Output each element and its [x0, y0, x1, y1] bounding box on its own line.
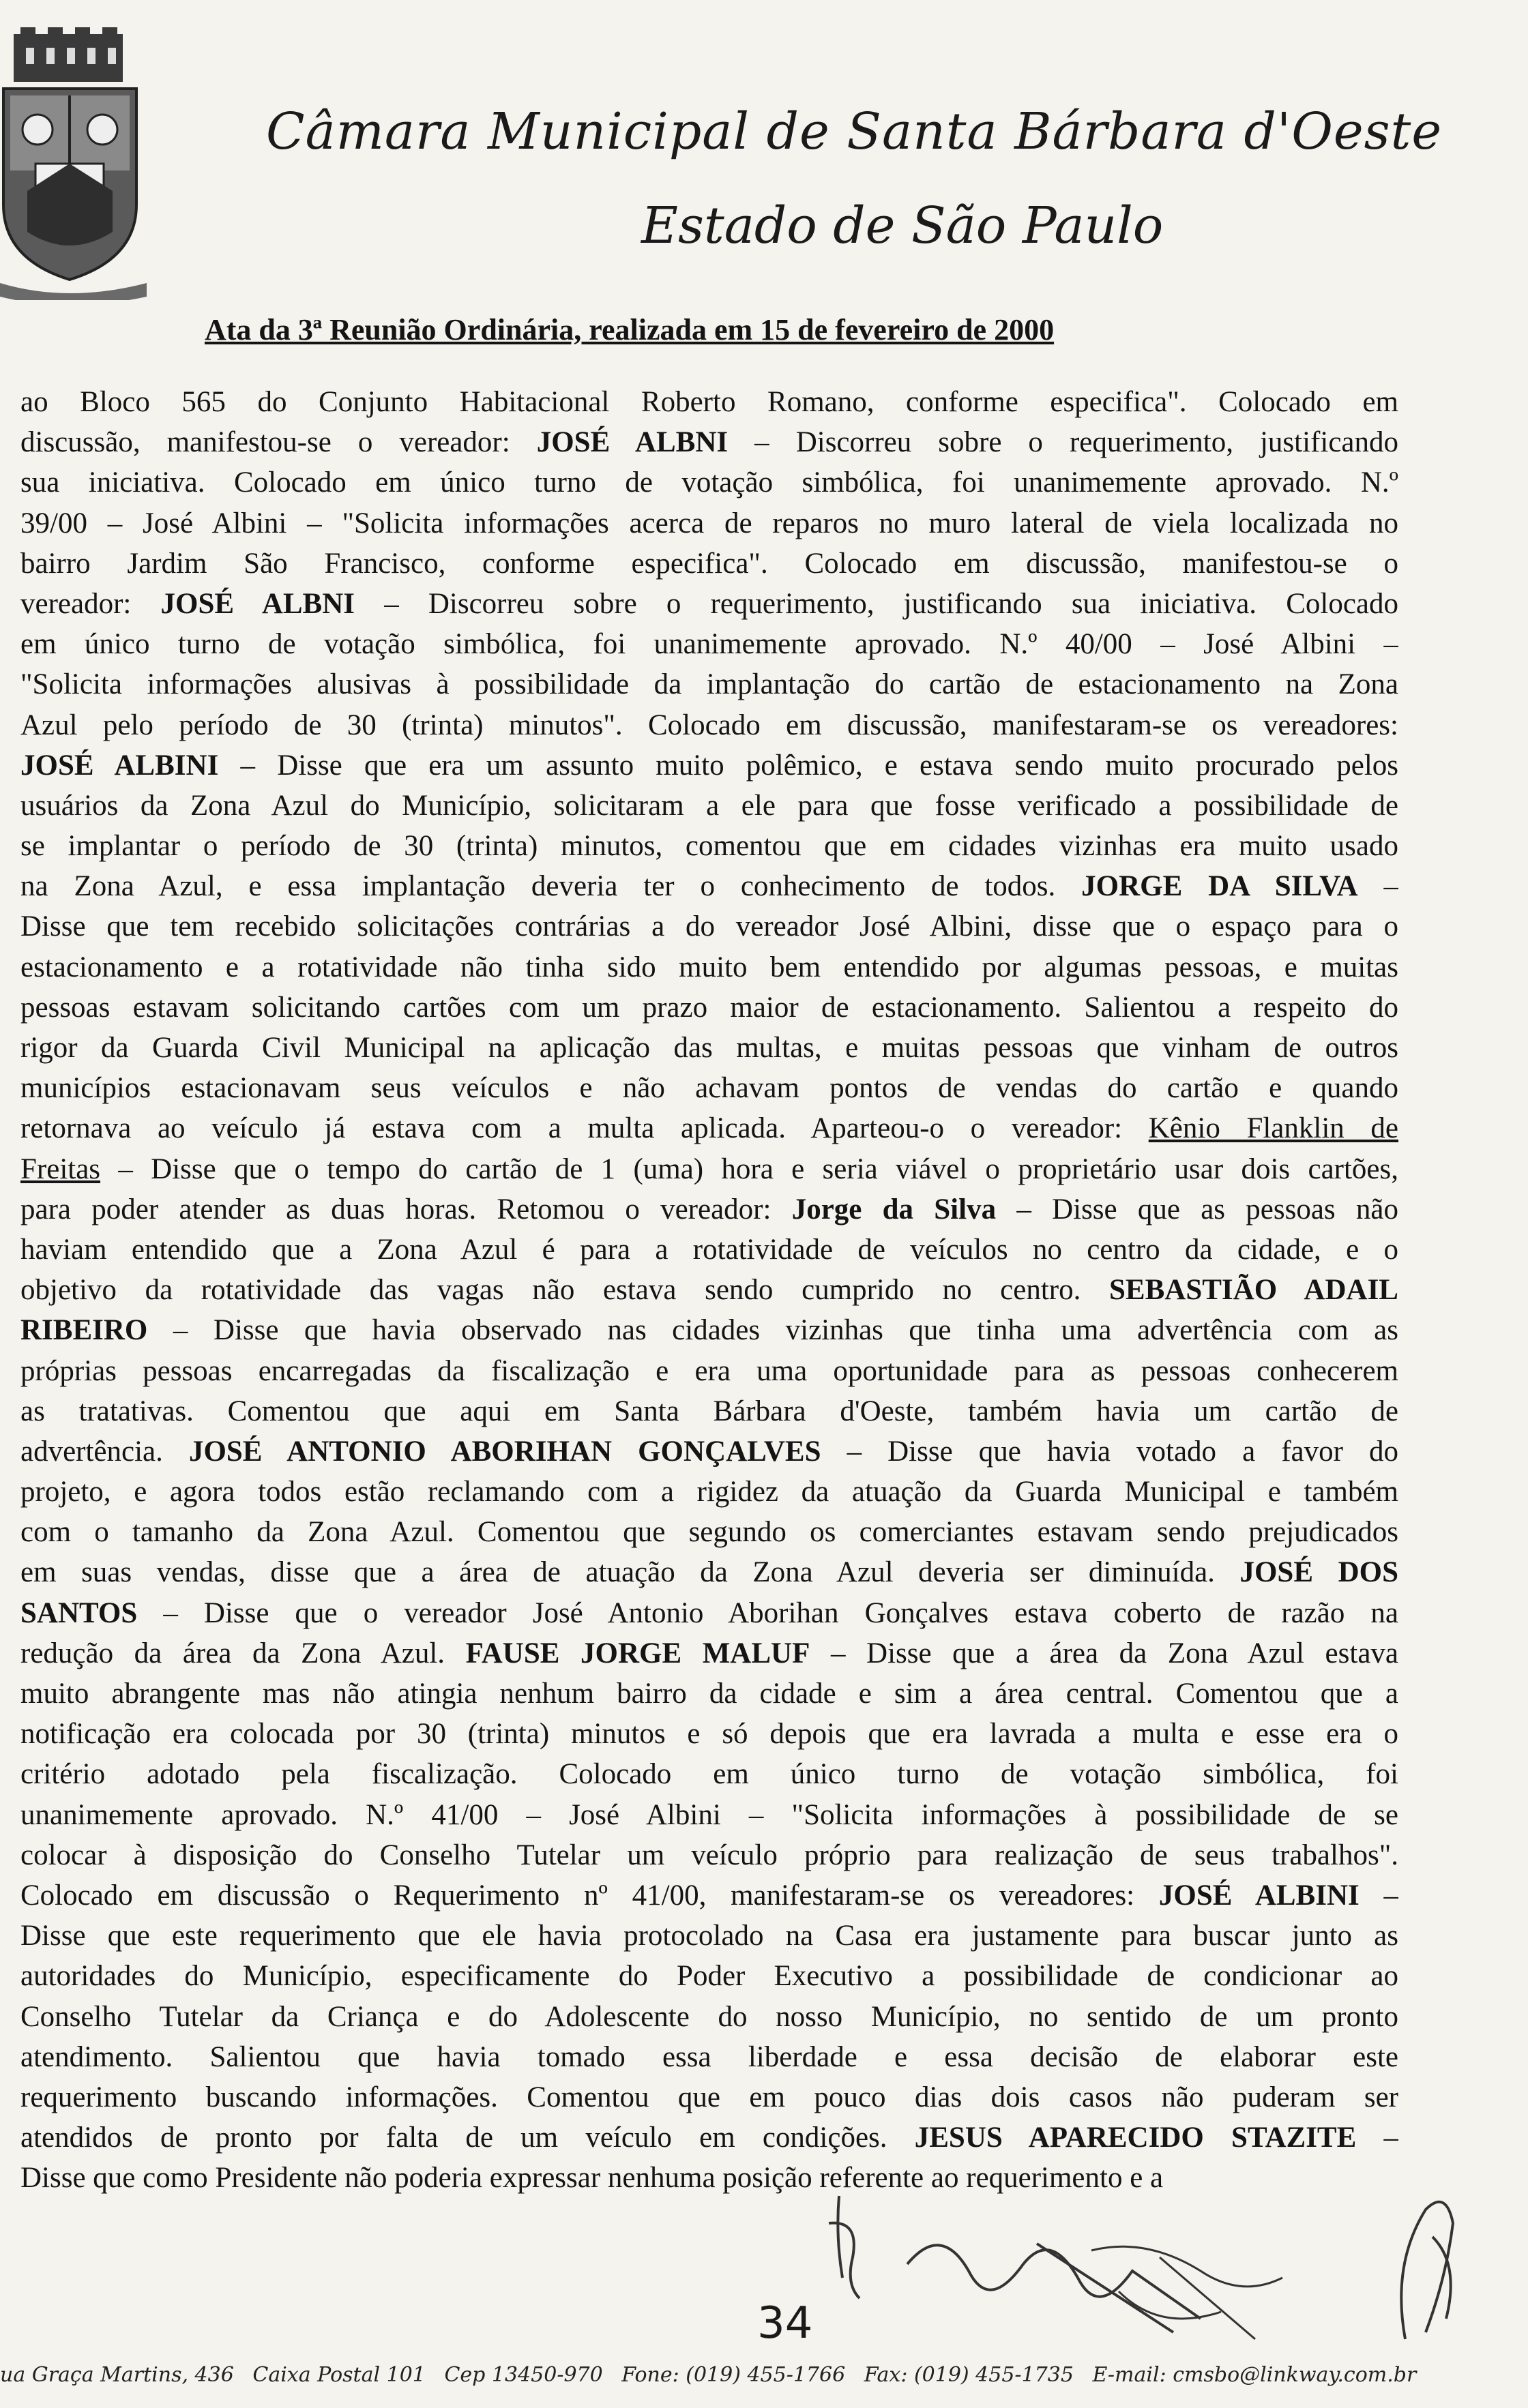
- minutes-text: redução da área da Zona Azul.: [20, 1637, 466, 1669]
- minutes-line: [20, 786, 1398, 826]
- minutes-text: usuários da Zona Azul do Município, solicitaram a ele para que fosse verificado a possibilidade de: [20, 789, 1398, 822]
- minutes-text: objetivo da rotatividade das vagas não estava sendo cumprido no centro.: [20, 1274, 1109, 1307]
- minutes-line: [20, 503, 1398, 544]
- speaker-name: Jorge da Silva: [791, 1193, 997, 1225]
- minutes-text: se implantar o período de 30 (trinta) minutos, comentou que em cidades vizinhas era muito usado: [20, 830, 1398, 863]
- minutes-line: [20, 866, 1398, 906]
- speaker-name: SEBASTIÃO ADAIL: [1108, 1274, 1398, 1307]
- minutes-text: Conselho Tutelar da Criança e do Adolescente do nosso Município, no sentido de um pronto: [20, 2000, 1398, 2033]
- minutes-line: [20, 826, 1398, 866]
- minutes-text: 39/00 – José Albini – "Solicita informações acerca de reparos no muro lateral de viela localizada no: [20, 507, 1398, 539]
- minutes-text: Disse que este requerimento que ele havia protocolado na Casa era justamente para buscar junto as: [20, 1920, 1398, 1952]
- minutes-line: [20, 1552, 1398, 1592]
- minutes-text: atendimento. Salientou que havia tomado essa liberdade e essa decisão de elaborar este: [20, 2040, 1398, 2073]
- speaker-name: JOSÉ DOS: [1239, 1556, 1398, 1589]
- minutes-line: [20, 1633, 1398, 1674]
- speaker-name: JESUS APARECIDO STAZITE: [914, 2122, 1357, 2154]
- minutes-line: [20, 1754, 1398, 1794]
- minutes-text: unanimemente aprovado. N.º 41/00 – José Albini – "Solicita informações à possibilidade de se: [20, 1798, 1398, 1831]
- minutes-text: municípios estacionavam seus veículos e não achavam pontos de vendas do cartão e quando: [20, 1072, 1398, 1105]
- minutes-line: [20, 1310, 1398, 1350]
- minutes-line: [20, 1472, 1398, 1512]
- speaker-name: RIBEIRO: [20, 1314, 148, 1347]
- minutes-text: bairro Jardim São Francisco, conforme especifica". Colocado em discussão, manifestou-se o: [20, 547, 1398, 580]
- footer-po-box: Caixa Postal 101: [252, 2363, 426, 2387]
- minutes-text: vereador:: [20, 587, 161, 620]
- minutes-line: [20, 584, 1398, 624]
- speaker-name: JOSÉ ALBINI: [20, 749, 219, 782]
- minutes-line: [20, 2117, 1398, 2158]
- minutes-text: advertência.: [20, 1435, 189, 1468]
- minutes-text: "Solicita informações alusivas à possibilidade da implantação do cartão de estacionamento na Zona: [20, 668, 1398, 701]
- minutes-text: para poder atender as duas horas. Retomou o vereador:: [20, 1193, 792, 1225]
- minutes-line: [20, 705, 1398, 745]
- minutes-text: – Disse que as pessoas não: [996, 1193, 1398, 1225]
- minutes-line: [20, 1351, 1398, 1391]
- minutes-line: [20, 462, 1398, 503]
- minutes-heading: Ata da 3ª Reunião Ordinária, realizada em 15 de fevereiro de 2000: [205, 313, 1055, 346]
- footer-address: ua Graça Martins, 436: [0, 2363, 234, 2387]
- municipal-coat-of-arms-icon: [0, 27, 147, 300]
- minutes-text: atendidos de pronto por falta de um veículo em condições.: [20, 2122, 915, 2154]
- minutes-line: [20, 906, 1398, 947]
- minutes-body: [20, 382, 1398, 2198]
- aparte-speaker-name: Freitas: [20, 1153, 101, 1185]
- minutes-text: muito abrangente mas não atingia nenhum bairro da cidade e sim a área central. Comentou que a: [20, 1678, 1398, 1710]
- minutes-text: – Discorreu sobre o requerimento, justificando: [728, 426, 1398, 459]
- speaker-name: JORGE DA SILVA: [1081, 870, 1358, 903]
- minutes-text: – Disse que havia votado a favor do: [821, 1435, 1398, 1468]
- footer-fax: Fax: (019) 455-1735: [864, 2363, 1074, 2387]
- footer-email: E-mail: cmsbo@linkway.com.br: [1092, 2363, 1417, 2387]
- minutes-line: [20, 1875, 1398, 1916]
- aparte-speaker-name: Kênio Flanklin de: [1148, 1112, 1398, 1145]
- minutes-line: [20, 947, 1398, 987]
- minutes-text: com o tamanho da Zona Azul. Comentou que segundo os comerciantes estavam sendo prejudicados: [20, 1516, 1398, 1549]
- minutes-text: sua iniciativa. Colocado em único turno de votação simbólica, foi unanimemente aprovado. N.º: [20, 466, 1398, 499]
- letterhead-footer: [0, 2363, 1528, 2387]
- minutes-line: [20, 422, 1398, 462]
- minutes-text: Colocado em discussão o Requerimento nº 41/00, manifestaram-se os vereadores:: [20, 1879, 1159, 1912]
- minutes-text: –: [1357, 870, 1398, 903]
- minutes-text: projeto, e agora todos estão reclamando com a rigidez da atuação da Guarda Municipal e também: [20, 1476, 1398, 1508]
- chamber-name-title: Câmara Municipal de Santa Bárbara d'Oeste: [266, 102, 1443, 161]
- minutes-text: Disse que tem recebido solicitações contrárias a do vereador José Albini, disse que o espaço para o: [20, 910, 1398, 943]
- footer-cep: Cep 13450-970: [444, 2363, 603, 2387]
- minutes-line: [20, 2077, 1398, 2117]
- speaker-name: JOSÉ ALBNI: [160, 587, 355, 620]
- minutes-text: – Disse que o tempo do cartão de 1 (uma) hora e seria viável o proprietário usar dois cartões,: [100, 1153, 1398, 1185]
- minutes-line: [20, 1230, 1398, 1270]
- minutes-line: [20, 2037, 1398, 2077]
- minutes-text: em suas vendas, disse que a área de atuação da Zona Azul deveria ser diminuída.: [20, 1556, 1240, 1589]
- page-number: 34: [757, 2298, 813, 2349]
- minutes-text: em único turno de votação simbólica, foi unanimemente aprovado. N.º 40/00 – José Albini –: [20, 628, 1398, 661]
- minutes-text: as tratativas. Comentou que aqui em Santa Bárbara d'Oeste, também havia um cartão de: [20, 1395, 1398, 1427]
- footer-phone: Fone: (019) 455-1766: [621, 2363, 846, 2387]
- minutes-text: ao Bloco 565 do Conjunto Habitacional Roberto Romano, conforme especifica". Colocado em: [20, 386, 1398, 418]
- minutes-text: colocar à disposição do Conselho Tutelar um veículo próprio para realização de seus trabalhos".: [20, 1839, 1398, 1871]
- minutes-line: [20, 1916, 1398, 1956]
- minutes-text: – Disse que o vereador José Antonio Aborihan Gonçalves estava coberto de razão na: [137, 1596, 1398, 1629]
- state-name-title: Estado de São Paulo: [641, 196, 1164, 255]
- minutes-line: [20, 1795, 1398, 1835]
- speaker-name: JOSÉ ALBNI: [536, 426, 729, 459]
- minutes-text: haviam entendido que a Zona Azul é para a rotatividade de veículos no centro da cidade, e o: [20, 1233, 1398, 1266]
- minutes-line: [20, 987, 1398, 1028]
- minutes-line: [20, 1391, 1398, 1431]
- minutes-text: – Discorreu sobre o requerimento, justificando sua iniciativa. Colocado: [355, 587, 1398, 620]
- minutes-line: [20, 664, 1398, 704]
- minutes-line: [20, 1512, 1398, 1552]
- minutes-text: retornava ao veículo já estava com a multa aplicada. Aparteou-o o vereador:: [20, 1112, 1149, 1145]
- minutes-line: [20, 1674, 1398, 1714]
- minutes-line: [20, 1835, 1398, 1875]
- minutes-line: [20, 1270, 1398, 1310]
- speaker-name: JOSÉ ANTONIO ABORIHAN GONÇALVES: [188, 1435, 821, 1468]
- minutes-line: [20, 1028, 1398, 1068]
- minutes-text: próprias pessoas encarregadas da fiscalização e era uma oportunidade para as pessoas conhecerem: [20, 1354, 1398, 1387]
- minutes-text: requerimento buscando informações. Comentou que em pouco dias dois casos não puderam ser: [20, 2081, 1398, 2113]
- minutes-line: [20, 544, 1398, 584]
- minutes-text: rigor da Guarda Civil Municipal na aplicação das multas, e muitas pessoas que vinham de outros: [20, 1032, 1398, 1064]
- minutes-text: na Zona Azul, e essa implantação deveria ter o conhecimento de todos.: [20, 870, 1082, 903]
- minutes-line: [20, 1593, 1398, 1633]
- minutes-line: [20, 1431, 1398, 1472]
- minutes-text: –: [1356, 2122, 1398, 2154]
- minutes-text: notificação era colocada por 30 (trinta) minutos e só depois que era lavrada a multa e esse era o: [20, 1718, 1398, 1751]
- speaker-name: SANTOS: [20, 1596, 138, 1629]
- minutes-text: Azul pelo período de 30 (trinta) minutos". Colocado em discussão, manifestaram-se os vereadores:: [20, 709, 1398, 741]
- minutes-text: estacionamento e a rotatividade não tinha sido muito bem entendido por algumas pessoas, e muitas: [20, 951, 1398, 983]
- speaker-name: JOSÉ ALBINI: [1158, 1879, 1360, 1912]
- speaker-name: FAUSE JORGE MALUF: [465, 1637, 810, 1669]
- minutes-text: –: [1359, 1879, 1398, 1912]
- minutes-line: [20, 624, 1398, 664]
- minutes-text: critério adotado pela fiscalização. Colocado em único turno de votação simbólica, foi: [20, 1758, 1398, 1791]
- minutes-text: – Disse que era um assunto muito polêmico, e estava sendo muito procurado pelos: [218, 749, 1398, 782]
- minutes-line: [20, 1189, 1398, 1230]
- minutes-text: – Disse que a área da Zona Azul estava: [810, 1637, 1398, 1669]
- minutes-line: [20, 382, 1398, 422]
- minutes-line: [20, 1714, 1398, 1754]
- minutes-line: [20, 745, 1398, 786]
- minutes-line: [20, 1149, 1398, 1189]
- minutes-text: discussão, manifestou-se o vereador:: [20, 426, 537, 459]
- minutes-text: autoridades do Município, especificamente do Poder Executivo a possibilidade de condicionar ao: [20, 1960, 1398, 1993]
- minutes-line: [20, 1068, 1398, 1108]
- minutes-text: – Disse que havia observado nas cidades vizinhas que tinha uma advertência com as: [147, 1314, 1398, 1347]
- minutes-line: [20, 1108, 1398, 1148]
- minutes-line: [20, 1997, 1398, 2037]
- minutes-text: Disse que como Presidente não poderia expressar nenhuma posição referente ao requerimento e a: [20, 2162, 1164, 2195]
- minutes-line: [20, 1956, 1398, 1996]
- minutes-text: pessoas estavam solicitando cartões com um prazo maior de estacionamento. Salientou a respeito do: [20, 991, 1398, 1024]
